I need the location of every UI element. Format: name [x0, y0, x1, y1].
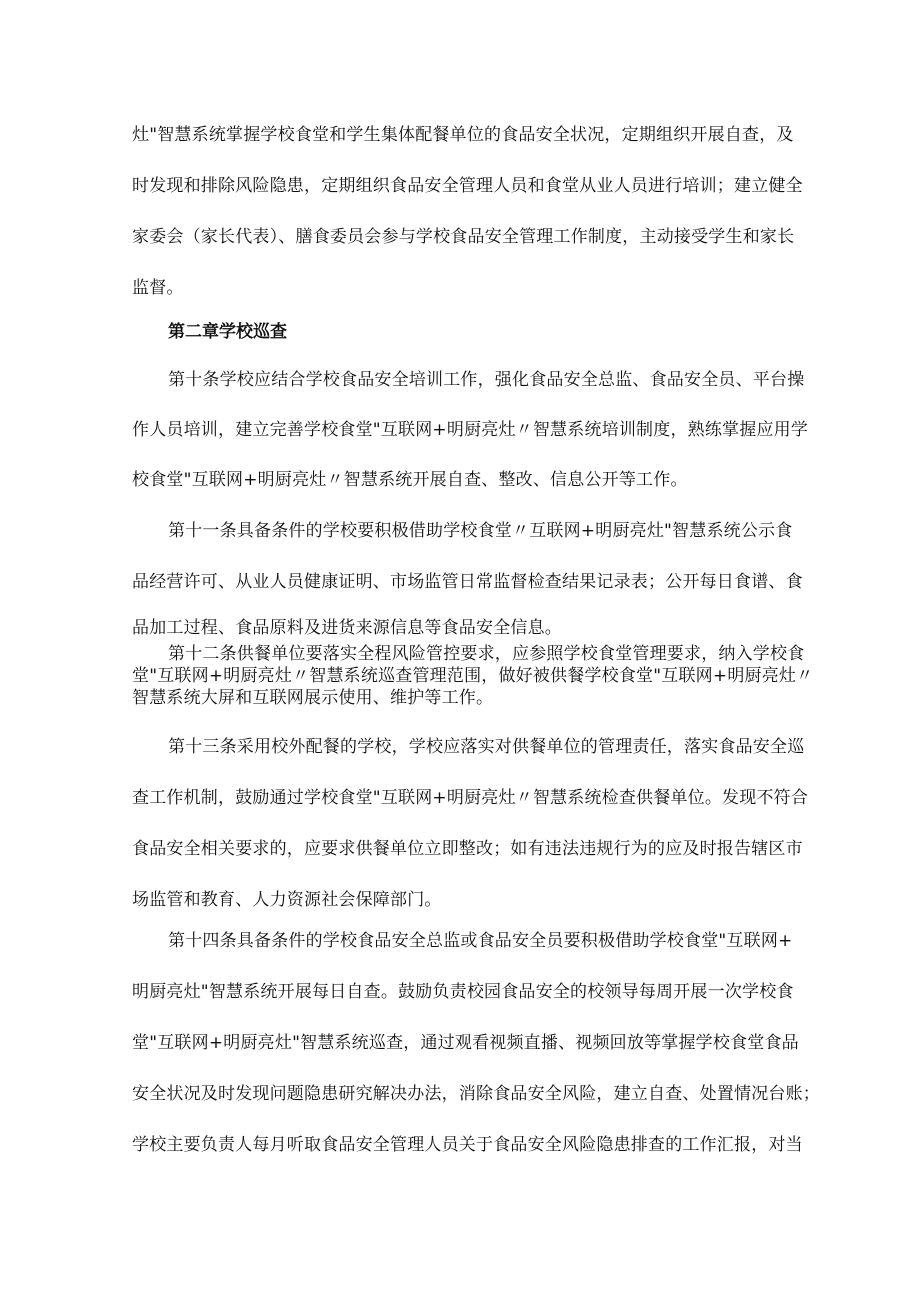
text-line: 第十三条采用校外配餐的学校，学校应落实对供餐单位的管理责任，落实食品安全巡 — [168, 737, 805, 757]
text-line: 明厨亮灶"智慧系统开展每日自查。鼓励负责校园食品安全的校领导每周开展一次学校食 — [132, 982, 794, 1002]
text-line: 第十四条具备条件的学校食品安全总监或食品安全员要积极借助学校食堂"互联网+ — [168, 931, 793, 951]
text-line: 第十二条供餐单位要落实全程风险管控要求，应参照学校食堂管理要求，纳入学校食 — [168, 644, 805, 664]
article-11 — [132, 506, 803, 608]
paragraph-intro — [132, 110, 803, 314]
text-line: 查工作机制，鼓励通过学校食堂"互联网+明厨亮灶〃智慧系统检查供餐单位。发现不符合 — [132, 788, 809, 808]
text-line: 家委会（家长代表）、膳食委员会参与学校食品安全管理工作制度，主动接受学生和家长 — [132, 227, 795, 247]
text-line: 堂"互联网+明厨亮灶"智慧系统巡查，通过观看视频直播、视频回放等掌握学校食堂食品 — [132, 1033, 799, 1053]
text-line: 智慧系统大屏和互联网展示使用、维护等工作。 — [132, 688, 494, 708]
text-line: 安全状况及时发现问题隐患研究解决办法，消除食品安全风险，建立自查、处置情况台账； — [132, 1084, 820, 1104]
chapter-heading: 第二章学校巡查 — [168, 322, 287, 342]
text-line: 堂"互联网+明厨亮灶〃智慧系统巡查管理范围，做好被供餐学校食堂"互联网+明厨亮灶〃 — [132, 666, 814, 686]
article-13 — [132, 722, 809, 926]
article-10 — [132, 355, 809, 505]
text-line: 品经营许可、从业人员健康证明、市场监管日常监督检查结果记录表；公开每日食谱、食 — [132, 572, 803, 592]
text-line: 学校主要负责人每月听取食品安全管理人员关于食品安全风险隐患排查的工作汇报，对当 — [132, 1135, 803, 1155]
text-line: 第十条学校应结合学校食品安全培训工作，强化食品安全总监、食品安全员、平台操 — [168, 370, 805, 390]
text-line: 品加工过程、食品原料及进货来源信息等食品安全信息。 — [132, 618, 562, 638]
text-line: 监督。 — [132, 278, 184, 298]
article-11-last-line — [132, 617, 792, 639]
text-line: 作人员培训，建立完善学校食堂"互联网+明厨亮灶〃智慧系统培训制度，熟练掌握应用学 — [132, 420, 809, 440]
text-line: 灶"智慧系统掌握学校食堂和学生集体配餐单位的食品安全状况，定期组织开展自查，及 — [132, 125, 794, 145]
text-line: 食品安全相关要求的，应要求供餐单位立即整改；如有违法违规行为的应及时报告辖区市 — [132, 839, 803, 859]
text-line: 时发现和排除风险隐患，定期组织食品安全管理人员和食堂从业人员进行培训；建立健全 — [132, 176, 803, 196]
text-line: 场监管和教育、人力资源社会保障部门。 — [132, 890, 442, 910]
text-line: 第十一条具备条件的学校要积极借助学校食堂〃互联网+明厨亮灶"智慧系统公示食 — [168, 521, 793, 541]
article-14 — [132, 916, 820, 1171]
text-line: 校食堂"互联网+明厨亮灶〃智慧系统开展自查、整改、信息公开等工作。 — [132, 470, 688, 490]
article-12 — [132, 643, 814, 709]
